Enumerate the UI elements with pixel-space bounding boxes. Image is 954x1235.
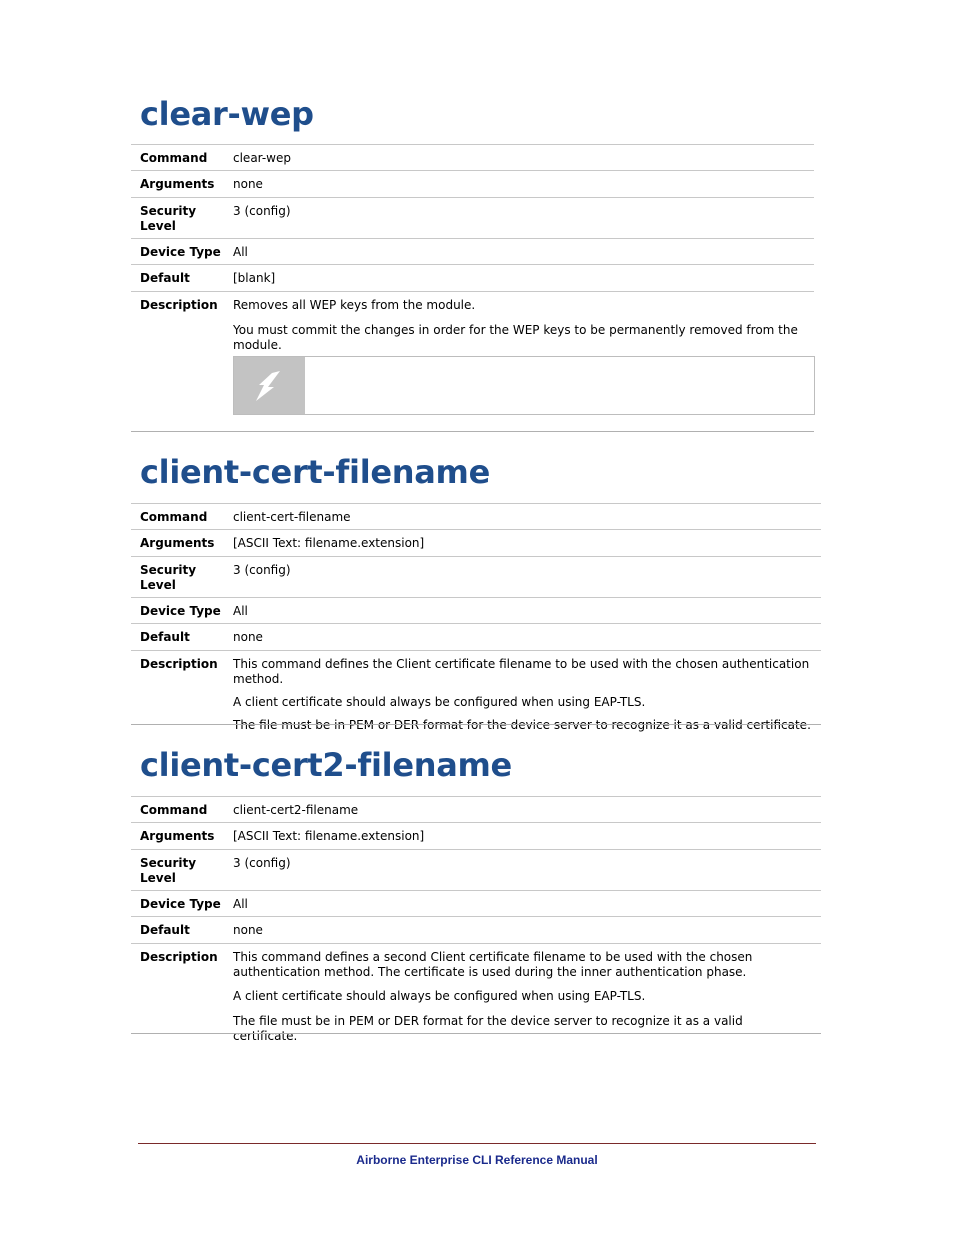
label-default: Default bbox=[140, 630, 190, 644]
footer-text: Airborne Enterprise CLI Reference Manual bbox=[356, 1153, 598, 1167]
description-paragraph: A client certificate should always be configured when using EAP-TLS. bbox=[233, 989, 646, 1003]
label-arguments: Arguments bbox=[140, 829, 215, 843]
section-title: clear-wep bbox=[140, 95, 314, 133]
row-description bbox=[131, 291, 814, 431]
label-command: Command bbox=[140, 151, 208, 165]
label-command: Command bbox=[140, 803, 208, 817]
row-security-level bbox=[131, 556, 821, 597]
value-command: client-cert-filename bbox=[233, 510, 351, 524]
value-security-level: 3 (config) bbox=[233, 204, 291, 218]
section-bottom-rule bbox=[131, 431, 814, 432]
lightning-icon bbox=[234, 357, 305, 414]
row-device-type bbox=[131, 597, 821, 623]
label-security-level: Security Level bbox=[140, 563, 197, 592]
label-default: Default bbox=[140, 271, 190, 285]
value-default: none bbox=[233, 923, 263, 937]
value-description bbox=[233, 657, 815, 733]
label-security-level: Security Level bbox=[140, 856, 197, 885]
description-paragraph: The file must be in PEM or DER format for the device server to recognize it as a valid certificate. bbox=[233, 718, 811, 732]
row-device-type bbox=[131, 890, 821, 916]
label-description: Description bbox=[140, 950, 218, 964]
value-device-type: All bbox=[233, 897, 248, 911]
description-paragraph: A client certificate should always be configured when using EAP-TLS. bbox=[233, 695, 646, 709]
label-device-type: Device Type bbox=[140, 604, 221, 618]
value-security-level: 3 (config) bbox=[233, 856, 291, 870]
footer-rule bbox=[138, 1143, 816, 1144]
label-device-type: Device Type bbox=[140, 897, 221, 911]
description-paragraph: This command defines the Client certificate filename to be used with the chosen authentication method. bbox=[233, 657, 810, 686]
label-default: Default bbox=[140, 923, 190, 937]
label-arguments: Arguments bbox=[140, 536, 215, 550]
value-default: none bbox=[233, 630, 263, 644]
value-command: clear-wep bbox=[233, 151, 291, 165]
row-default bbox=[131, 916, 821, 943]
row-description bbox=[131, 650, 821, 732]
value-security-level: 3 (config) bbox=[233, 563, 291, 577]
label-command: Command bbox=[140, 510, 208, 524]
row-default bbox=[131, 623, 821, 650]
row-security-level bbox=[131, 197, 814, 238]
value-default: [blank] bbox=[233, 271, 276, 285]
label-description: Description bbox=[140, 298, 218, 312]
command-table bbox=[131, 144, 814, 431]
value-arguments: [ASCII Text: filename.extension] bbox=[233, 536, 425, 550]
label-device-type: Device Type bbox=[140, 245, 221, 259]
description-paragraph: You must commit the changes in order for the WEP keys to be permanently removed from the module. bbox=[233, 323, 798, 352]
value-description bbox=[233, 950, 803, 1044]
value-arguments: [ASCII Text: filename.extension] bbox=[233, 829, 425, 843]
description-paragraph: The file must be in PEM or DER format for the device server to recognize it as a valid certificate. bbox=[233, 1014, 743, 1043]
value-command: client-cert2-filename bbox=[233, 803, 359, 817]
label-arguments: Arguments bbox=[140, 177, 215, 191]
row-arguments bbox=[131, 822, 821, 849]
row-command bbox=[131, 144, 814, 170]
value-arguments: none bbox=[233, 177, 263, 191]
row-default bbox=[131, 264, 814, 291]
section-bottom-rule bbox=[131, 1033, 821, 1034]
value-description bbox=[233, 298, 808, 353]
section-title: client-cert2-filename bbox=[140, 746, 512, 784]
section-title: client-cert-filename bbox=[140, 453, 490, 491]
section-bottom-rule bbox=[131, 724, 821, 725]
command-table bbox=[131, 503, 821, 732]
description-paragraph: This command defines a second Client certificate filename to be used with the chosen authentication method. The certificate is used during the inner authentication phase. bbox=[233, 950, 753, 979]
command-table bbox=[131, 796, 821, 1043]
description-paragraph: Removes all WEP keys from the module. bbox=[233, 298, 476, 312]
value-device-type: All bbox=[233, 604, 248, 618]
label-security-level: Security Level bbox=[140, 204, 197, 233]
row-command bbox=[131, 503, 821, 529]
row-arguments bbox=[131, 170, 814, 197]
row-arguments bbox=[131, 529, 821, 556]
row-description bbox=[131, 943, 821, 1043]
value-device-type: All bbox=[233, 245, 248, 259]
note-box bbox=[233, 356, 815, 415]
row-device-type bbox=[131, 238, 814, 264]
label-description: Description bbox=[140, 657, 218, 671]
row-security-level bbox=[131, 849, 821, 890]
row-command bbox=[131, 796, 821, 822]
